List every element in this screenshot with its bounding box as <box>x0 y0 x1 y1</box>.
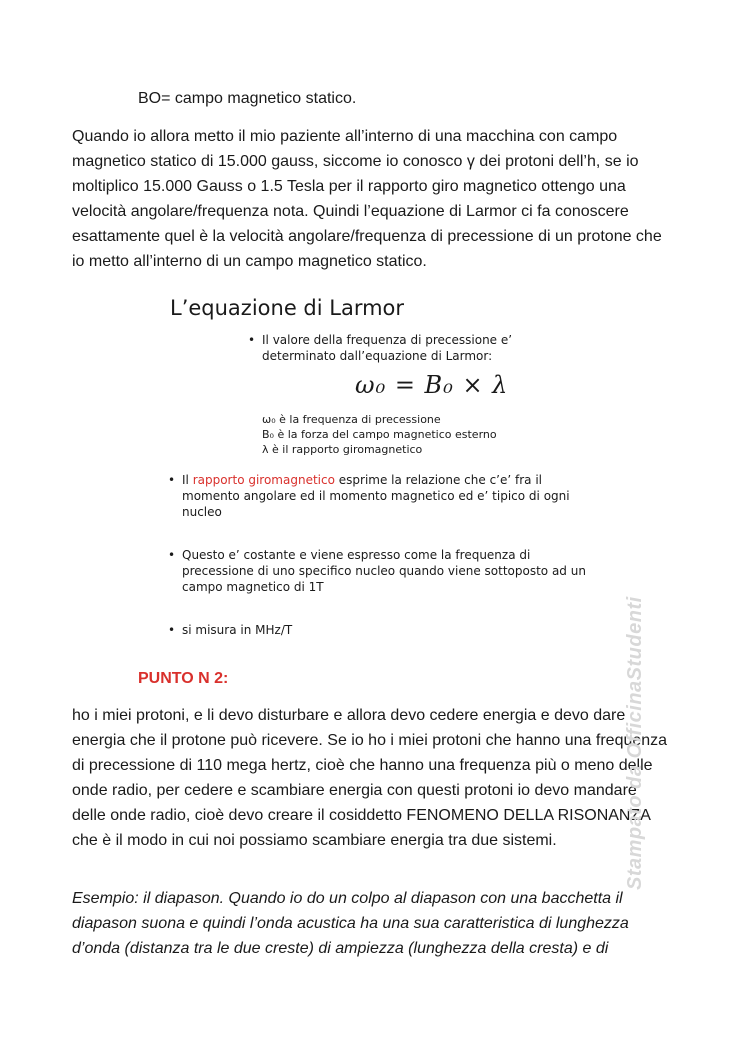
paragraph-resonance: ho i miei protoni, e li devo disturbare e allora devo cedere energia e devo dare energia che il protone può ricevere. Se io ho i miei protoni che hanno una frequenza di precessione di 110 mega hertz, cioè che hanno una frequenza più o meno delle onde radio, per cedere e scambiare energia con questi protoni io devo mandare delle onde radio, cioè devo creare il cosiddetto FENOMENO DELLA RISONANZA che è il modo in cui noi possiamo scambiare energia tra due sistemi. <box>72 707 668 849</box>
paragraph-diapason-example: Esempio: il diapason. Quando io do un colpo al diapason con una bacchetta il diapason suona e quindi l’onda acustica ha una sua caratteristica di lunghezza d’onda (distanza tra le due creste) di ampiezza (lunghezza della cresta) e di <box>72 890 629 957</box>
definition-lambda: λ è il rapporto giromagnetico <box>262 443 423 456</box>
bullet-icon: • <box>168 623 176 637</box>
paragraph-larmor-explanation: Quando io allora metto il mio paziente all’interno di una macchina con campo magnetico statico di 15.000 gauss, siccome io conosco γ dei protoni dell’h, se io moltiplico 15.000 Gauss o 1.5 Tesla per il rapporto giro magnetico ottengo una velocità angolare/frequenza nota. Quindi l’equazione di Larmor ci fa conoscere esattamente quel è la velocità angolare/frequenza di precessione di un protone che io metto all’interno di un campo magnetico statico. <box>72 128 662 270</box>
slide-title: L’equazione di Larmor <box>170 296 405 320</box>
sub-bullet-text: Il valore della frequenza di precessione e’ determinato dall’equazione di Larmor: <box>262 333 513 363</box>
bullet1-prefix: Il <box>182 473 193 487</box>
definition-b0: B₀ è la forza del campo magnetico esterno <box>262 428 497 441</box>
section-heading: PUNTO N 2: <box>138 670 229 687</box>
definition-omega: ω₀ è la frequenza di precessione <box>262 413 441 426</box>
bullet1-highlight: rapporto giromagnetico <box>192 473 335 487</box>
intro-line: BO= campo magnetico statico. <box>138 90 357 107</box>
bullet-icon: • <box>248 333 256 347</box>
formula-definitions <box>262 412 497 457</box>
slide-sub-bullet <box>248 332 582 364</box>
bullet2-text: Questo e’ costante e viene espresso come la frequenza di precessione di uno specifico nucleo quando viene sottoposto ad un campo magnetico di 1T <box>182 548 586 594</box>
slide-bullet-gyromagnetic <box>168 472 602 520</box>
bullet-icon: • <box>168 473 176 487</box>
slide-bullet-constant <box>168 547 602 595</box>
bullet1-suffix: esprime la relazione che c’e’ fra il momento angolare ed il momento magnetico ed e’ tipico di ogni nucleo <box>182 473 570 519</box>
bullet3-text: si misura in MHz/T <box>182 623 293 637</box>
watermark: Stampato da OfficinaStudenti <box>624 596 646 890</box>
slide-image <box>150 292 620 652</box>
bullet-icon: • <box>168 548 176 562</box>
larmor-formula: ω₀ = B₀ × λ <box>355 371 509 399</box>
slide-bullet-unit <box>168 622 602 638</box>
